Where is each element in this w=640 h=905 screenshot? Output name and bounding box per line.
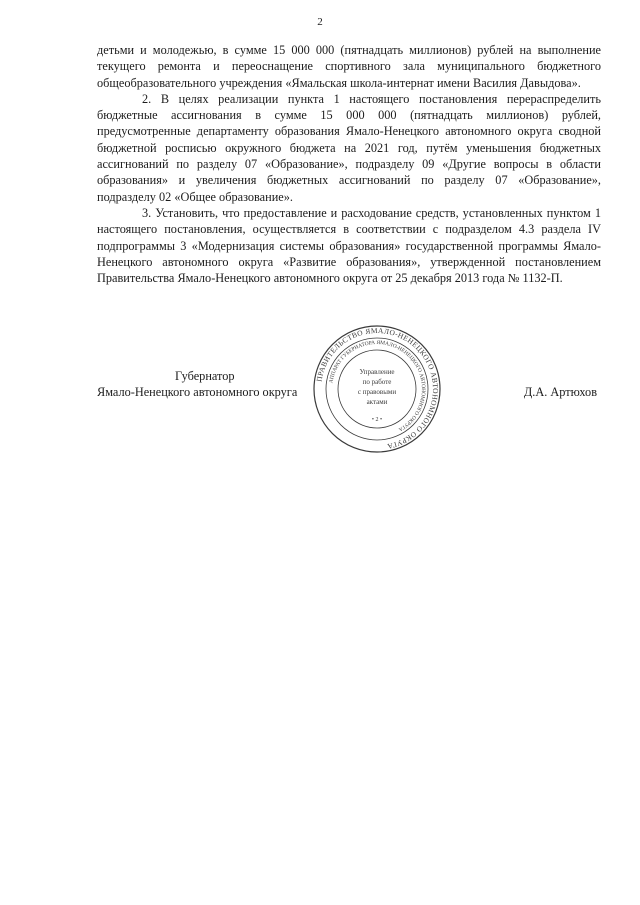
official-seal [312, 324, 442, 454]
seal-outer-text: ПРАВИТЕЛЬСТВО ЯМАЛО-НЕНЕЦКОГО АВТОНОМНОГО ОКРУГА [314, 325, 441, 452]
signatory-position-title: Губернатор [175, 369, 235, 383]
seal-center-line-2: по работе [362, 378, 392, 386]
seal-graphic [312, 324, 442, 454]
seal-center-line-4: актами [366, 398, 388, 406]
document-body [97, 42, 601, 286]
signatory-position-region: Ямало-Ненецкого автономного округа [97, 385, 298, 399]
seal-center-line-3: с правовыми [357, 388, 397, 396]
paragraph-continuation: детьми и молодежью, в сумме 15 000 000 (пятнадцать миллионов) рублей на выполнение текущего ремонта и переоснащение спортивного зала муниципального бюджетного общеобразовательного учреждения «Ямальская школа-интернат имени Василия Давыдова». [97, 43, 601, 90]
paragraph-item-2: 2. В целях реализации пункта 1 настоящего постановления перераспределить бюджетные ассигнования в сумме 15 000 000 (пятнадцать миллионов) рублей, предусмотренные департаменту образования Ямало-Ненецкого автономного округа сводной бюджетной росписью окружного бюджета на 2021 год, путём уменьшения бюджетных ассигнований по разделу 07 «Образование», подразделу 09 «Другие вопросы в области образования» и увеличения бюджетных ассигнований по разделу 07 «Образование», подразделу 02 «Общее образование». [97, 91, 601, 204]
seal-center-line-1: Управление [359, 368, 395, 376]
paragraph-item-3: 3. Установить, что предоставление и расходование средств, установленных пунктом 1 настоящего постановления, осуществляется в соответствии с подразделом 4.3 раздела IV подпрограммы 3 «Модернизация системы образования» государственной программы Ямало-Ненецкого автономного округа «Развитие образования», утвержденной постановлением Правительства Ямало-Ненецкого автономного округа от 25 декабря 2013 года № 1132-П. [97, 205, 601, 286]
seal-number: • 2 • [371, 417, 383, 423]
seal-inner-text: АППАРАТ ГУБЕРНАТОРА ЯМАЛО-НЕНЕЦКОГО АВТОНОМНОГО ОКРУГА [328, 339, 427, 433]
signatory-name: Д.А. Артюхов [523, 385, 597, 399]
page-number: 2 [317, 16, 323, 28]
